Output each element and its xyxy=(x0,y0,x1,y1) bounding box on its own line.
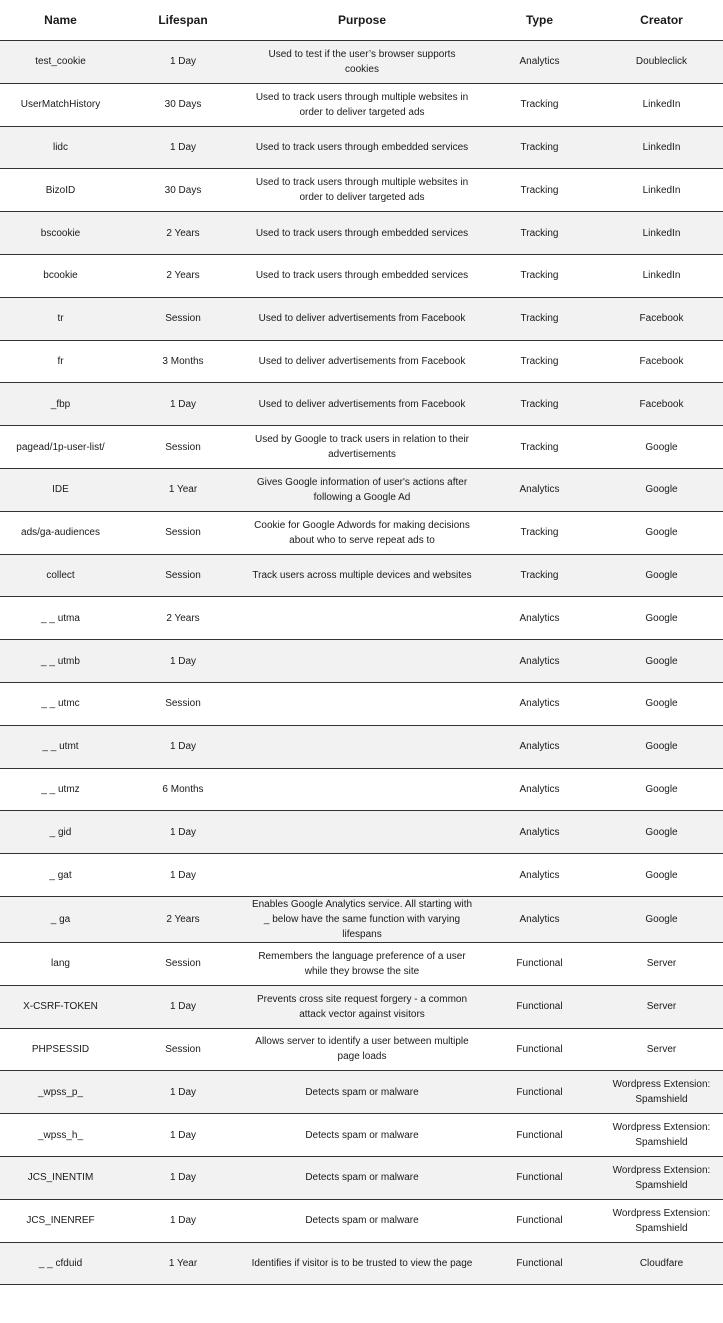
cell-type: Functional xyxy=(479,1199,600,1242)
cell-purpose: Used to track users through embedded services xyxy=(245,212,479,255)
cell-lifespan: 2 Years xyxy=(121,597,245,640)
cell-creator: Google xyxy=(600,597,723,640)
cell-purpose: Remembers the language preference of a user while they browse the site xyxy=(245,942,479,985)
cell-creator: Google xyxy=(600,511,723,554)
cell-name: bscookie xyxy=(0,212,121,255)
table-row xyxy=(0,1114,723,1157)
cell-purpose xyxy=(245,811,479,854)
table-row xyxy=(0,811,723,854)
cell-name: _ _ utmb xyxy=(0,640,121,683)
cell-purpose: Used to track users through embedded services xyxy=(245,126,479,169)
cell-purpose xyxy=(245,768,479,811)
cell-purpose: Used to deliver advertisements from Facebook xyxy=(245,383,479,426)
table-row xyxy=(0,297,723,340)
cell-lifespan: 1 Day xyxy=(121,1114,245,1157)
cell-creator: Cloudfare xyxy=(600,1242,723,1285)
cell-lifespan: Session xyxy=(121,554,245,597)
cell-type: Analytics xyxy=(479,854,600,897)
cell-type: Tracking xyxy=(479,340,600,383)
cell-type: Tracking xyxy=(479,554,600,597)
cell-purpose: Used to track users through multiple websites in order to deliver targeted ads xyxy=(245,169,479,212)
cell-name: IDE xyxy=(0,468,121,511)
cell-name: UserMatchHistory xyxy=(0,83,121,126)
cell-name: lidc xyxy=(0,126,121,169)
table-row xyxy=(0,254,723,297)
cell-lifespan: 30 Days xyxy=(121,169,245,212)
cell-name: _ _ utmz xyxy=(0,768,121,811)
cell-creator: LinkedIn xyxy=(600,212,723,255)
cell-purpose: Used to deliver advertisements from Facebook xyxy=(245,340,479,383)
cell-creator: Google xyxy=(600,854,723,897)
cell-creator: Wordpress Extension: Spamshield xyxy=(600,1071,723,1114)
cell-purpose xyxy=(245,597,479,640)
cell-lifespan: 1 Day xyxy=(121,383,245,426)
table-row xyxy=(0,212,723,255)
cell-type: Analytics xyxy=(479,682,600,725)
cell-name: PHPSESSID xyxy=(0,1028,121,1071)
cell-type: Functional xyxy=(479,1071,600,1114)
cell-lifespan: 1 Day xyxy=(121,854,245,897)
cell-type: Functional xyxy=(479,985,600,1028)
cell-creator: Google xyxy=(600,811,723,854)
cell-purpose: Allows server to identify a user between multiple page loads xyxy=(245,1028,479,1071)
header-type: Type xyxy=(479,0,600,41)
cell-name: _ _ utmt xyxy=(0,725,121,768)
cell-lifespan: 1 Day xyxy=(121,41,245,84)
cell-creator: Wordpress Extension: Spamshield xyxy=(600,1114,723,1157)
cell-type: Functional xyxy=(479,1242,600,1285)
cell-name: _ _ utmc xyxy=(0,682,121,725)
cell-name: lang xyxy=(0,942,121,985)
cell-purpose: Detects spam or malware xyxy=(245,1199,479,1242)
cell-type: Tracking xyxy=(479,169,600,212)
cell-purpose xyxy=(245,640,479,683)
cell-creator: LinkedIn xyxy=(600,126,723,169)
cell-lifespan: 1 Day xyxy=(121,725,245,768)
cell-name: test_cookie xyxy=(0,41,121,84)
cell-type: Tracking xyxy=(479,383,600,426)
cell-purpose xyxy=(245,682,479,725)
table-row xyxy=(0,511,723,554)
cell-lifespan: Session xyxy=(121,511,245,554)
table-row xyxy=(0,1028,723,1071)
cell-name: _ gat xyxy=(0,854,121,897)
cell-creator: Server xyxy=(600,942,723,985)
table-row xyxy=(0,340,723,383)
cell-creator: LinkedIn xyxy=(600,83,723,126)
cell-type: Analytics xyxy=(479,640,600,683)
cell-name: _ gid xyxy=(0,811,121,854)
cell-name: bcookie xyxy=(0,254,121,297)
cell-name: _fbp xyxy=(0,383,121,426)
cell-lifespan: 3 Months xyxy=(121,340,245,383)
cell-purpose xyxy=(245,725,479,768)
cell-lifespan: 1 Day xyxy=(121,640,245,683)
table-row xyxy=(0,985,723,1028)
cell-name: _wpss_h_ xyxy=(0,1114,121,1157)
cell-lifespan: 2 Years xyxy=(121,212,245,255)
cell-creator: LinkedIn xyxy=(600,254,723,297)
table-row xyxy=(0,1156,723,1199)
header-creator: Creator xyxy=(600,0,723,41)
cell-lifespan: 1 Day xyxy=(121,985,245,1028)
cell-lifespan: 1 Day xyxy=(121,1071,245,1114)
cell-creator: Facebook xyxy=(600,383,723,426)
table-row xyxy=(0,169,723,212)
table-row xyxy=(0,640,723,683)
cell-type: Functional xyxy=(479,942,600,985)
cell-type: Tracking xyxy=(479,297,600,340)
cell-type: Analytics xyxy=(479,896,600,942)
cell-type: Analytics xyxy=(479,725,600,768)
cell-purpose: Identifies if visitor is to be trusted to view the page xyxy=(245,1242,479,1285)
cell-name: _ _ cfduid xyxy=(0,1242,121,1285)
cell-creator: Google xyxy=(600,554,723,597)
cell-lifespan: Session xyxy=(121,426,245,469)
cell-name: _ ga xyxy=(0,896,121,942)
cell-lifespan: 1 Day xyxy=(121,126,245,169)
table-row xyxy=(0,896,723,942)
cell-type: Analytics xyxy=(479,597,600,640)
header-purpose: Purpose xyxy=(245,0,479,41)
table-row xyxy=(0,682,723,725)
cell-type: Analytics xyxy=(479,811,600,854)
cell-purpose: Used by Google to track users in relation to their advertisements xyxy=(245,426,479,469)
cell-lifespan: 1 Year xyxy=(121,468,245,511)
cell-purpose: Used to track users through embedded services xyxy=(245,254,479,297)
cell-lifespan: Session xyxy=(121,942,245,985)
table-row xyxy=(0,725,723,768)
cell-lifespan: 1 Year xyxy=(121,1242,245,1285)
table-row xyxy=(0,597,723,640)
cell-purpose: Used to track users through multiple websites in order to deliver targeted ads xyxy=(245,83,479,126)
cell-name: tr xyxy=(0,297,121,340)
cell-creator: Google xyxy=(600,426,723,469)
cell-type: Tracking xyxy=(479,212,600,255)
cell-lifespan: 30 Days xyxy=(121,83,245,126)
cell-purpose: Gives Google information of user's actions after following a Google Ad xyxy=(245,468,479,511)
header-lifespan: Lifespan xyxy=(121,0,245,41)
cell-name: JCS_INENREF xyxy=(0,1199,121,1242)
table-row xyxy=(0,126,723,169)
cell-name: BizoID xyxy=(0,169,121,212)
table-row xyxy=(0,554,723,597)
cell-name: X-CSRF-TOKEN xyxy=(0,985,121,1028)
cell-creator: Facebook xyxy=(600,297,723,340)
cell-name: ads/ga-audiences xyxy=(0,511,121,554)
cell-type: Functional xyxy=(479,1156,600,1199)
header-name: Name xyxy=(0,0,121,41)
table-row xyxy=(0,468,723,511)
cell-name: _ _ utma xyxy=(0,597,121,640)
cell-name: _wpss_p_ xyxy=(0,1071,121,1114)
cell-creator: LinkedIn xyxy=(600,169,723,212)
cell-purpose xyxy=(245,854,479,897)
table-body xyxy=(0,41,723,1285)
cell-type: Tracking xyxy=(479,511,600,554)
cell-creator: Server xyxy=(600,985,723,1028)
table-row xyxy=(0,854,723,897)
cell-lifespan: 1 Day xyxy=(121,1199,245,1242)
cell-purpose: Track users across multiple devices and websites xyxy=(245,554,479,597)
table-row xyxy=(0,768,723,811)
cell-type: Tracking xyxy=(479,83,600,126)
cell-creator: Google xyxy=(600,896,723,942)
cell-lifespan: 2 Years xyxy=(121,896,245,942)
cell-purpose: Prevents cross site request forgery - a common attack vector against visitors xyxy=(245,985,479,1028)
table-header xyxy=(0,0,723,41)
cell-creator: Server xyxy=(600,1028,723,1071)
header-row xyxy=(0,0,723,41)
table-row xyxy=(0,83,723,126)
cell-lifespan: 6 Months xyxy=(121,768,245,811)
table-row xyxy=(0,41,723,84)
cell-type: Functional xyxy=(479,1114,600,1157)
cell-purpose: Used to test if the user’s browser supports cookies xyxy=(245,41,479,84)
cell-creator: Doubleclick xyxy=(600,41,723,84)
cell-purpose: Detects spam or malware xyxy=(245,1071,479,1114)
cell-purpose: Cookie for Google Adwords for making decisions about who to serve repeat ads to xyxy=(245,511,479,554)
cell-creator: Wordpress Extension: Spamshield xyxy=(600,1156,723,1199)
cell-name: collect xyxy=(0,554,121,597)
cell-creator: Google xyxy=(600,725,723,768)
cell-lifespan: Session xyxy=(121,682,245,725)
cell-purpose: Used to deliver advertisements from Facebook xyxy=(245,297,479,340)
cell-creator: Google xyxy=(600,468,723,511)
table-row xyxy=(0,1071,723,1114)
cell-type: Tracking xyxy=(479,254,600,297)
cell-creator: Google xyxy=(600,768,723,811)
table-row xyxy=(0,942,723,985)
cell-type: Analytics xyxy=(479,468,600,511)
cell-type: Tracking xyxy=(479,426,600,469)
table-row xyxy=(0,383,723,426)
cell-lifespan: 2 Years xyxy=(121,254,245,297)
cell-type: Tracking xyxy=(479,126,600,169)
cell-purpose: Detects spam or malware xyxy=(245,1114,479,1157)
cell-lifespan: 1 Day xyxy=(121,1156,245,1199)
cell-purpose: Enables Google Analytics service. All starting with _ below have the same function with varying lifespans xyxy=(245,896,479,942)
cell-purpose: Detects spam or malware xyxy=(245,1156,479,1199)
cell-lifespan: Session xyxy=(121,297,245,340)
cell-name: pagead/1p-user-list/ xyxy=(0,426,121,469)
cell-creator: Google xyxy=(600,640,723,683)
cell-name: fr xyxy=(0,340,121,383)
cell-type: Analytics xyxy=(479,768,600,811)
table-row xyxy=(0,426,723,469)
cell-lifespan: Session xyxy=(121,1028,245,1071)
cell-lifespan: 1 Day xyxy=(121,811,245,854)
cell-type: Analytics xyxy=(479,41,600,84)
cell-type: Functional xyxy=(479,1028,600,1071)
cell-creator: Facebook xyxy=(600,340,723,383)
cell-creator: Google xyxy=(600,682,723,725)
table-row xyxy=(0,1199,723,1242)
cell-creator: Wordpress Extension: Spamshield xyxy=(600,1199,723,1242)
table-row xyxy=(0,1242,723,1285)
cell-name: JCS_INENTIM xyxy=(0,1156,121,1199)
